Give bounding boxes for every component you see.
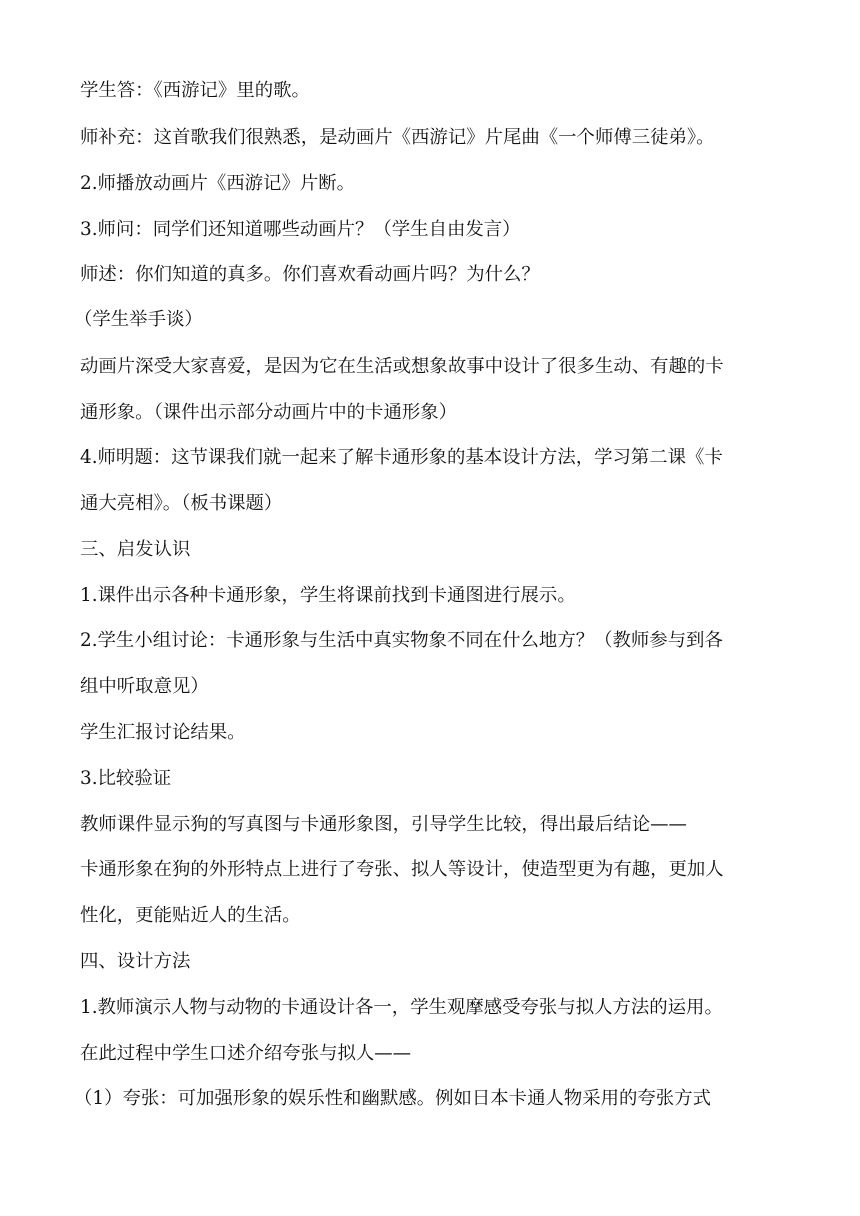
text-line: 动画片深受大家喜爱，是因为它在生活或想象故事中设计了很多生动、有趣的卡 — [80, 356, 724, 377]
text-line: 通大亮相》。（板书课题） — [80, 493, 283, 514]
text-line: 2.学生小组讨论：卡通形象与生活中真实物象不同在什么地方？（教师参与到各 — [80, 630, 723, 651]
text-line: 3.比较验证 — [80, 768, 172, 789]
text-line: 通形象。（课件出示部分动画片中的卡通形象） — [80, 402, 458, 423]
text-line: 学生汇报讨论结果。 — [80, 722, 246, 743]
section-heading: 四、设计方法 — [80, 951, 191, 972]
text-line: 3.师问：同学们还知道哪些动画片？（学生自由发言） — [80, 219, 521, 240]
text-line: （1）夸张：可加强形象的娱乐性和幽默感。例如日本卡通人物采用的夸张方式 — [74, 1088, 711, 1109]
text-line: 性化，更能贴近人的生活。 — [80, 905, 301, 926]
text-line: 1.课件出示各种卡通形象，学生将课前找到卡通图进行展示。 — [80, 585, 576, 606]
text-line: 组中听取意见） — [80, 676, 209, 697]
text-line: 教师课件显示狗的写真图与卡通形象图，引导学生比较，得出最后结论—— — [80, 814, 687, 835]
text-line: 卡通形象在狗的外形特点上进行了夸张、拟人等设计，使造型更为有趣，更加人 — [80, 859, 724, 880]
text-line: 学生答：《西游记》里的歌。 — [80, 80, 310, 101]
text-line: （学生举手谈） — [74, 309, 203, 330]
text-line: 在此过程中学生口述介绍夸张与拟人—— — [80, 1043, 412, 1064]
text-line: 2.师播放动画片《西游记》片断。 — [80, 173, 356, 194]
text-line: 师补充：这首歌我们很熟悉，是动画片《西游记》片尾曲《一个师傅三徒弟》。 — [80, 127, 715, 148]
text-line: 师述：你们知道的真多。你们喜欢看动画片吗？为什么？ — [80, 264, 540, 285]
section-heading: 三、启发认识 — [80, 539, 191, 560]
text-line: 4.师明题：这节课我们就一起来了解卡通形象的基本设计方法，学习第二课《卡 — [80, 447, 723, 468]
text-line: 1.教师演示人物与动物的卡通设计各一，学生观摩感受夸张与拟人方法的运用。 — [80, 997, 723, 1018]
